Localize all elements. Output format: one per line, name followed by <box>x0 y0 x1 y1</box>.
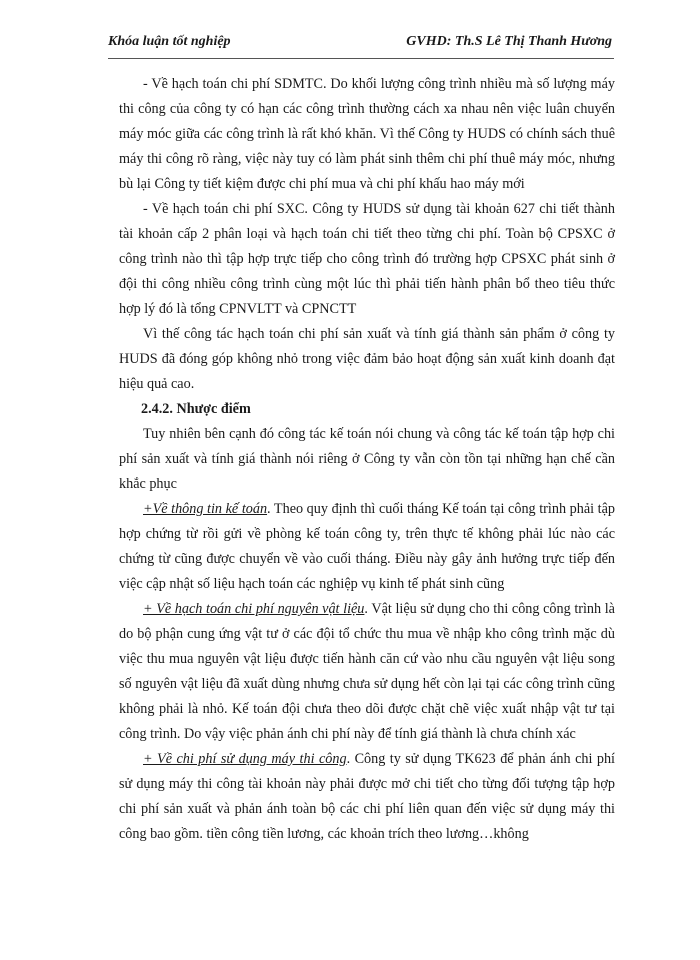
accounting-info-text: . Theo quy định thì cuối tháng Kế toán tại công trình phải tập hợp chứng từ rồi gửi về phòng kế toán công ty, trên thực tế không phải lúc nào các chứng từ cũng được chuyển về vào cuối tháng. Điều này gây ảnh hưởng trực tiếp đến việc cập nhật số liệu hạch toán các nghiệp vụ kinh tế phát sinh cũng <box>119 501 615 592</box>
paragraph-machinery <box>119 747 615 847</box>
materials-text: . Vật liệu sử dụng cho thi công công trình là do bộ phận cung ứng vật tư ở các đội tổ chức thu mua về nhập kho công trình mặc dù việc thu mua nguyên vật liệu được tiến hành căn cứ vào nhu cầu nguyên vật liệu song số nguyên vật liệu đã xuất dùng nhưng chưa sử dụng hết còn lại tại các công trình cũng không phải là nhỏ. Kế toán đội chưa theo dõi được chặt chẽ việc xuất nhập vật tư tại công trình. Do vậy việc phản ánh chi phí này để tính giá thành là chưa chính xác <box>119 601 615 742</box>
header-divider <box>108 58 614 59</box>
paragraph-accounting-info <box>119 497 615 597</box>
materials-label: + Về hạch toán chi phí nguyên vật liệu <box>143 601 365 617</box>
paragraph-materials <box>119 597 615 747</box>
header-right-supervisor: GVHD: Th.S Lê Thị Thanh Hương <box>406 34 612 49</box>
document-body <box>119 72 615 847</box>
machinery-text: . Công ty sử dụng TK623 để phản ánh chi phí sử dụng máy thi công tài khoản này phải được mở chi tiết cho từng đối tượng tập hợp chi phí sản xuất và phản ánh toàn bộ các chi phí liên quan đến việc sử dụng máy thi công bao gồm. tiền công tiền lương, các khoản trích theo lương…không <box>119 751 615 842</box>
machinery-label: + Về chi phí sử dụng máy thi công <box>143 751 347 767</box>
header-left-title: Khóa luận tốt nghiệp <box>108 34 231 49</box>
section-heading: 2.4.2. Nhược điểm <box>141 401 251 417</box>
paragraph-limitations-intro: Tuy nhiên bên cạnh đó công tác kế toán nói chung và công tác kế toán tập hợp chi phí sản xuất và tính giá thành nói riêng ở Công ty vẫn còn tồn tại những hạn chế cần khắc phục <box>119 426 615 492</box>
accounting-info-label: +Về thông tin kế toán <box>143 501 268 517</box>
paragraph-sdmtc: - Về hạch toán chi phí SDMTC. Do khối lượng công trình nhiều mà số lượng máy thi công của công ty có hạn các công trình thường cách xa nhau nên việc luân chuyển máy móc giữa các công trình là rất khó khăn. Vì thế Công ty HUDS có chính sách thuê máy thi công rõ ràng, việc này tuy có làm phát sinh thêm chi phí thuê máy móc, nhưng bù lại Công ty tiết kiệm được chi phí mua và chi phí khấu hao máy mới <box>119 76 615 192</box>
page-header <box>108 34 612 50</box>
paragraph-sxc: - Về hạch toán chi phí SXC. Công ty HUDS sử dụng tài khoản 627 chi tiết thành tài khoản cấp 2 phân loại và hạch toán chi tiết theo từng chi phí. Toàn bộ CPSXC ở công trình nào thì tập hợp trực tiếp cho công trình đó trường hợp CPSXC phát sinh ở đội thi công nhiều công trình cùng một lúc thì phải tiến hành phân bổ theo tiêu thức hợp lý đó là tổng CPNVLTT và CPNCTT <box>119 201 615 317</box>
paragraph-conclusion: Vì thế công tác hạch toán chi phí sản xuất và tính giá thành sản phẩm ở công ty HUDS đã đóng góp không nhỏ trong việc đảm bảo hoạt động sản xuất kinh doanh đạt hiệu quả cao. <box>119 326 615 392</box>
